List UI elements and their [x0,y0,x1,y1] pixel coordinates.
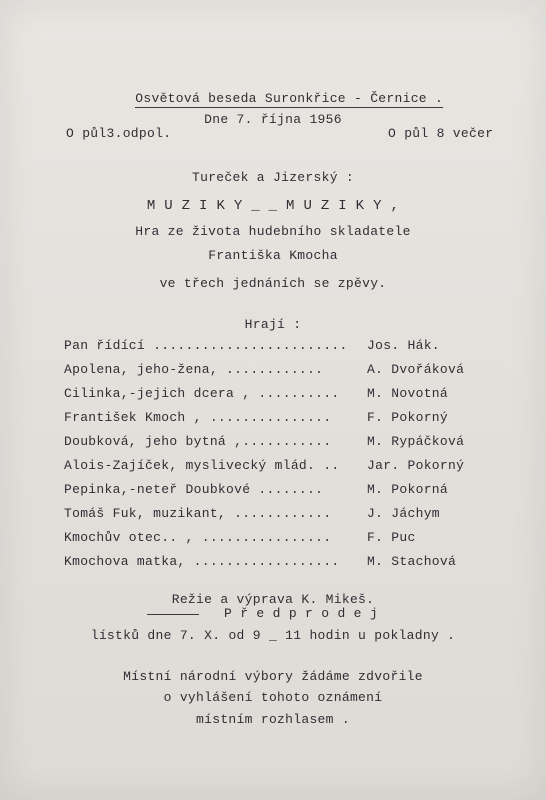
time-evening: O půl 8 večer [388,126,494,141]
play-description-3: ve třech jednáních se zpěvy. [159,276,387,291]
direction-line: Režie a výprava K. Mikeš. [171,592,375,607]
cast-row [64,386,504,402]
cast-row [64,410,504,426]
cast-role: Kmochova matka, .................. [64,554,340,569]
time-afternoon: O půl3.odpol. [66,126,172,141]
cast-row [64,434,504,450]
cast-row [64,506,504,522]
cast-actor: M. Pokorná [367,482,449,497]
cast-actor: M. Rypáčková [367,434,465,449]
cast-actor: Jos. Hák. [367,338,440,353]
footer-line-3: místním rozhlasem . [196,712,350,727]
cast-role: Alois-Zajíček, myslivecký mlád. .. [64,458,340,473]
cast-role: Apolena, jeho-žena, ............ [64,362,324,377]
cast-row [64,458,504,474]
cast-heading: Hrají : [244,317,302,332]
cast-actor: J. Jáchym [367,506,440,521]
cast-role: Cilinka,-jejich dcera , .......... [64,386,340,401]
presale-text: lístků dne 7. X. od 9 _ 11 hodin u pokladny . [90,628,456,643]
organizer-text: Osvětová beseda Suronkřice - Černice . [135,91,444,106]
cast-row [64,554,504,570]
cast-actor: F. Puc [367,530,416,545]
play-title: M U Z I K Y _ _ M U Z I K Y , [146,198,400,214]
footer-line-1: Místní národní výbory žádáme zdvořile [123,669,423,684]
event-date: Dne 7. října 1956 [204,112,342,127]
play-description-1: Hra ze života hudebního skladatele [135,224,411,239]
play-description-2: Františka Kmocha [208,248,338,263]
cast-role: Pan řídící ........................ [64,338,348,353]
play-authors: Tureček a Jizerský : [191,170,355,185]
cast-actor: A. Dvořáková [367,362,465,377]
cast-actor: Jar. Pokorný [367,458,465,473]
cast-role: Kmochův otec.. , ................ [64,530,332,545]
cast-role: Tomáš Fuk, muzikant, ............ [64,506,332,521]
cast-row [64,530,504,546]
cast-role: Doubková, jeho bytná ,........... [64,434,332,449]
presale-heading: P ř e d p r o d e j [224,606,378,621]
cast-row [64,362,504,378]
cast-actor: M. Novotná [367,386,449,401]
cast-role: Pepinka,-neteř Doubkové ........ [64,482,324,497]
cast-row [64,482,504,498]
cast-actor: M. Stachová [367,554,457,569]
cast-row [64,338,504,354]
cast-role: František Kmoch , ............... [64,410,332,425]
cast-actor: F. Pokorný [367,410,449,425]
footer-line-2: o vyhlášení tohoto oznámení [163,690,383,705]
